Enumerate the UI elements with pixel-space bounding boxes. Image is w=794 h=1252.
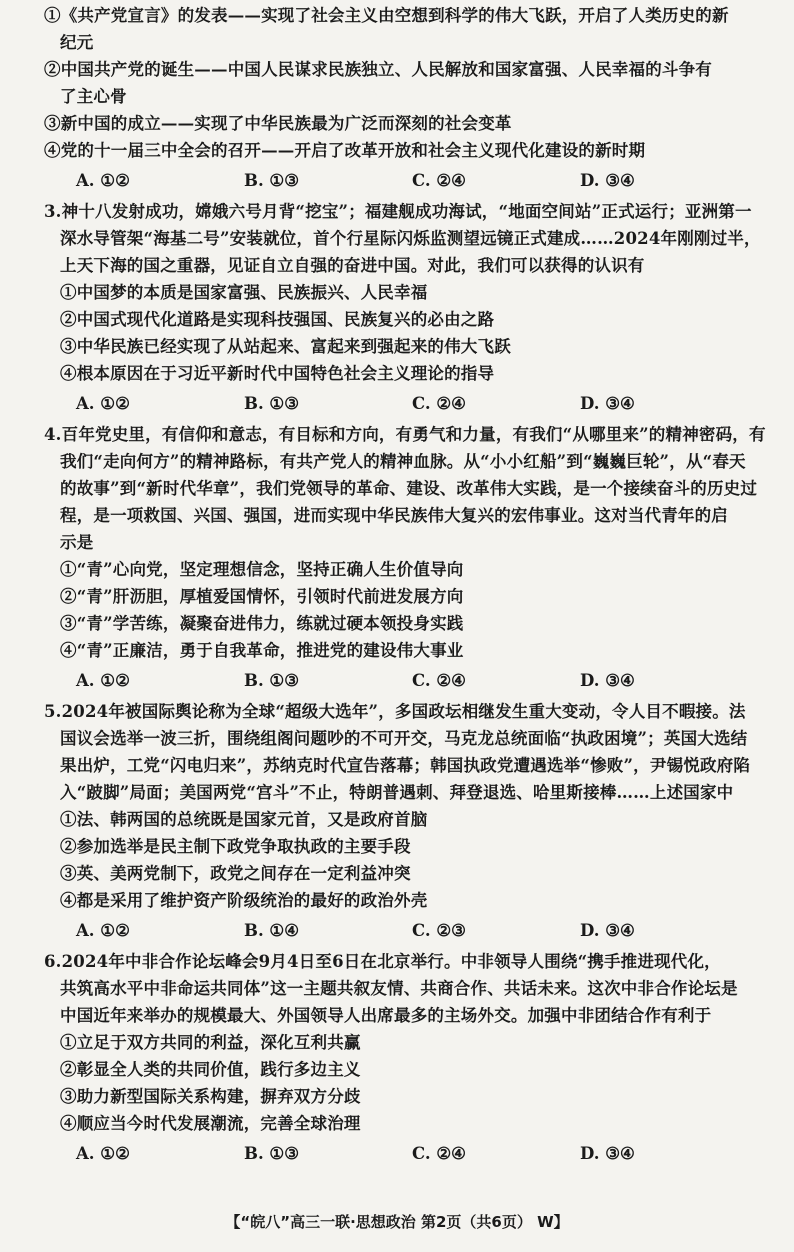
statement-2: ②“青”肝沥胆，厚植爱国情怀，引领时代前进发展方向: [60, 587, 464, 606]
statement-2: ②参加选举是民主制下政党争取执政的主要手段: [60, 837, 411, 856]
option-c[interactable]: C. ②③: [412, 921, 466, 940]
question-4-options: [44, 667, 779, 694]
option-b[interactable]: B. ①③: [244, 1144, 300, 1163]
question-5-stem-4: 入“跛脚”局面；美国两党“宫斗”不止，特朗普遇刺、拜登退选、哈里斯接棒……上述国家中: [60, 783, 734, 802]
statement-1: ①《共产党宣言》的发表——实现了社会主义由空想到科学的伟大飞跃，开启了人类历史的新: [44, 6, 729, 25]
question-5-stem-1: 5.2024年被国际舆论称为全球“超级大选年”，多国政坛相继发生重大变动，令人目不暇接。法: [44, 702, 746, 721]
option-d[interactable]: D. ③④: [580, 171, 635, 190]
option-d[interactable]: D. ③④: [580, 671, 635, 690]
statement-4: ④都是采用了维护资产阶级统治的最好的政治外壳: [60, 891, 428, 910]
option-c[interactable]: C. ②④: [412, 394, 466, 413]
statement-3: ③中华民族已经实现了从站起来、富起来到强起来的伟大飞跃: [60, 337, 511, 356]
statement-2: ②中国式现代化道路是实现科技强国、民族复兴的必由之路: [60, 310, 495, 329]
question-3-stem-1: 3.神十八发射成功，嫦娥六号月背“挖宝”；福建舰成功海试，“地面空间站”正式运行；亚洲第一: [44, 202, 752, 221]
question-5-stem-3: 果出炉，工党“闪电归来”，苏纳克时代宣告落幕；韩国执政党遭遇选举“惨败”，尹锡悦政府陷: [60, 756, 751, 775]
statement-4: ④党的十一届三中全会的召开——开启了改革开放和社会主义现代化建设的新时期: [44, 141, 646, 160]
question-5-stem-2: 国议会选举一波三折，围绕组阁问题吵的不可开交，马克龙总统面临“执政困境”；英国大选结: [60, 729, 748, 748]
question-6-stem-3: 中国近年来举办的规模最大、外国领导人出席最多的主场外交。加强中非团结合作有利于: [60, 1006, 712, 1025]
question-6-options: [44, 1140, 779, 1167]
statement-4: ④顺应当今时代发展潮流，完善全球治理: [60, 1114, 361, 1133]
question-4-stem-2: 我们“走向何方”的精神路标，有共产党人的精神血脉。从“小小红船”到“巍巍巨轮”，从“春天: [60, 452, 746, 471]
option-c[interactable]: C. ②④: [412, 171, 466, 190]
option-b[interactable]: B. ①③: [244, 394, 300, 413]
question-3: [44, 198, 779, 387]
question-4: [44, 421, 779, 664]
question-4-stem-1: 4.百年党史里，有信仰和意志，有目标和方向，有勇气和力量，有我们“从哪里来”的精神密码，有: [44, 425, 766, 444]
statement-4: ④“青”正廉洁，勇于自我革命，推进党的建设伟大事业: [60, 641, 464, 660]
statement-1-cont: 纪元: [60, 33, 94, 52]
option-a[interactable]: A. ①②: [76, 394, 130, 413]
option-a[interactable]: A. ①②: [76, 671, 130, 690]
option-a[interactable]: A. ①②: [76, 1144, 130, 1163]
statement-2: ②中国共产党的诞生——中国人民谋求民族独立、人民解放和国家富强、人民幸福的斗争有: [44, 60, 712, 79]
question-6: [44, 948, 779, 1137]
question-5-options: [44, 917, 779, 944]
option-a[interactable]: A. ①②: [76, 921, 130, 940]
option-d[interactable]: D. ③④: [580, 1144, 635, 1163]
option-d[interactable]: D. ③④: [580, 921, 635, 940]
question-5: [44, 698, 779, 914]
statement-3: ③助力新型国际关系构建，摒弃双方分歧: [60, 1087, 361, 1106]
statement-3: ③“青”学苦练，凝聚奋进伟力，练就过硬本领投身实践: [60, 614, 464, 633]
question-4-stem-3: 的故事”到“新时代华章”，我们党领导的革命、建设、改革伟大实践，是一个接续奋斗的历史过: [60, 479, 758, 498]
statement-3: ③英、美两党制下，政党之间存在一定利益冲突: [60, 864, 411, 883]
option-b[interactable]: B. ①③: [244, 671, 300, 690]
statement-3: ③新中国的成立——实现了中华民族最为广泛而深刻的社会变革: [44, 114, 512, 133]
option-c[interactable]: C. ②④: [412, 1144, 466, 1163]
question-6-stem-1: 6.2024年中非合作论坛峰会9月4日至6日在北京举行。中非领导人围绕“携手推进现代化，: [44, 952, 721, 971]
statement-2-cont: 了主心骨: [60, 87, 127, 106]
statement-1: ①中国梦的本质是国家富强、民族振兴、人民幸福: [60, 283, 428, 302]
option-a[interactable]: A. ①②: [76, 171, 130, 190]
question-4-stem-4: 程，是一项救国、兴国、强国，进而实现中华民族伟大复兴的宏伟事业。这对当代青年的启: [60, 506, 728, 525]
option-b[interactable]: B. ①③: [244, 171, 300, 190]
question-2-statements: [44, 2, 779, 164]
question-3-stem-3: 上天下海的国之重器，见证自立自强的奋进中国。对此，我们可以获得的认识有: [60, 256, 645, 275]
option-c[interactable]: C. ②④: [412, 671, 466, 690]
question-2-options: [44, 167, 779, 194]
statement-1: ①法、韩两国的总统既是国家元首，又是政府首脑: [60, 810, 428, 829]
statement-4: ④根本原因在于习近平新时代中国特色社会主义理论的指导: [60, 364, 495, 383]
option-b[interactable]: B. ①④: [244, 921, 300, 940]
statement-2: ②彰显全人类的共同价值，践行多边主义: [60, 1060, 361, 1079]
exam-page: [44, 2, 779, 1171]
page-footer: 【“皖八”高三一联·思想政治 第2页（共6页） W】: [225, 1213, 569, 1231]
question-3-options: [44, 390, 779, 417]
question-6-stem-2: 共筑高水平中非命运共同体”这一主题共叙友情、共商合作、共话未来。这次中非合作论坛是: [60, 979, 738, 998]
statement-1: ①立足于双方共同的利益，深化互利共赢: [60, 1033, 361, 1052]
statement-1: ①“青”心向党，坚定理想信念，坚持正确人生价值导向: [60, 560, 464, 579]
question-4-stem-5: 示是: [60, 533, 94, 552]
option-d[interactable]: D. ③④: [580, 394, 635, 413]
question-3-stem-2: 深水导管架“海基二号”安装就位，首个行星际闪烁监测望远镜正式建成……2024年刚刚过半，: [60, 229, 761, 248]
